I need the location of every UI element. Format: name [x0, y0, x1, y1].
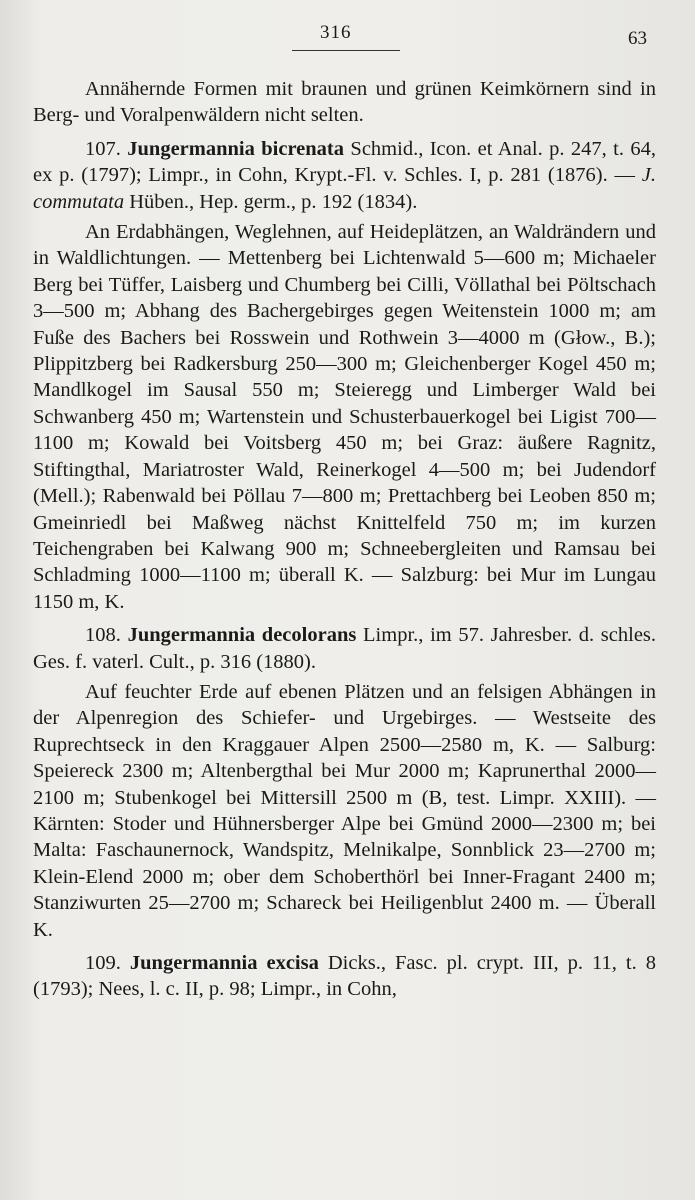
species-name: Jungermannia excisa: [129, 952, 319, 974]
species-entry-107: [33, 136, 656, 215]
citation-continued: Hüben., Hep. germ., p. 192 (1834).: [129, 190, 418, 213]
page-header: [0, 22, 695, 54]
citation: Limpr., im 57. Jahresber. d. schles. Ges. f. vaterl. Cult., p. 316 (1880).: [33, 624, 657, 673]
synonym: J. commutata: [33, 164, 656, 213]
species-locality-108: Auf feuchter Erde auf ebenen Plätzen und an felsigen Abhängen in der Alpenregion des Schiefer- und Urgebirges. — Westseite des Ruprechtseck in den Kraggauer Alpen 2500—2580 m, K. — Salburg: Speiereck 2300 m; Altenbergthal bei Mur 2000 m; Kaprunerthal 2000—2100 m; Stubenkogel bei Mittersill 2500 m (B, test. Limpr. XXIII). — Kärnten: Stoder und Hühnersberger Alpe bei Gmünd 2000—2300 m; bei Malta: Faschaunernock, Wandspitz, Melnikalpe, Sonnblick 23—2700 m; Klein-Elend 2000 m; ober dem Schoberthörl bei Inner-Fragant 2400 m; Stanziwurten 25—2700 m; Schareck bei Heiligenblut 2400 m. — Überall K.: [33, 680, 656, 941]
entry-number: 108.: [85, 624, 121, 647]
body-text: [33, 76, 656, 1003]
citation: Dicks., Fasc. pl. crypt. III, p. 11, t. 8 (1793); Nees, l. c. II, p. 98; Limpr., in Cohn,: [33, 952, 656, 1001]
species-name: Jungermannia bicrenata: [127, 137, 345, 160]
page-number: 316: [320, 22, 352, 43]
citation: Schmid., Icon. et Anal. p. 247, t. 64, ex p. (1797); Limpr., in Cohn, Krypt.-Fl. v. Schles. I, p. 281 (1876). —: [33, 137, 657, 187]
entry-number: 107.: [85, 137, 121, 160]
header-rule: [292, 50, 400, 51]
species-entry-109: [33, 950, 656, 1003]
species-name: Jungermannia decolorans: [127, 624, 357, 647]
species-locality-107: An Erdabhängen, Weglehnen, auf Heideplätzen, an Waldrändern und in Waldlichtungen. — Mettenberg bei Lichtenwald 5—600 m; Michaeler Berg bei Tüffer, Laisberg und Chumberg bei Cilli, Völlathal bei Pöltschach 3—500 m; Abhang des Bachergebirges gegen Weitenstein 1000 m; am Fuße des Bachers bei Rosswein und Rothwein 3—4000 m (Głow., B.); Plippitzberg bei Radkersburg 250—300 m; Gleichenberger Kogel 450 m; Mandlkogel im Sausal 550 m; Steieregg und Limberger Wald bei Schwanberg 450 m; Wartenstein und Schusterbauerkogel bei Ligist 700—1100 m; Kowald bei Voitsberg 450 m; bei Graz: äußere Ragnitz, Stiftingthal, Mariatroster Wald, Reinerkogel 4—500 m; bei Judendorf (Mell.); Rabenwald bei Pöllau 7—800 m; Prettachberg bei Leoben 850 m; Gmeinriedl bei Maßweg nächst Knittelfeld 750 m; im kurzen Teichengraben bei Kalwang 900 m; Schneebergleiten und Ramsau bei Schladming 1000—1100 m; überall K. — Salzburg: bei Mur im Lungau 1150 m, K.: [33, 221, 656, 613]
species-entry-108: [33, 622, 656, 675]
secondary-page-number: 63: [628, 28, 647, 49]
entry-number: 109.: [85, 952, 121, 974]
paragraph-intro: Annähernde Formen mit braunen und grünen Keimkörnern sind in Berg- und Voralpenwäldern nicht selten.: [33, 78, 656, 127]
